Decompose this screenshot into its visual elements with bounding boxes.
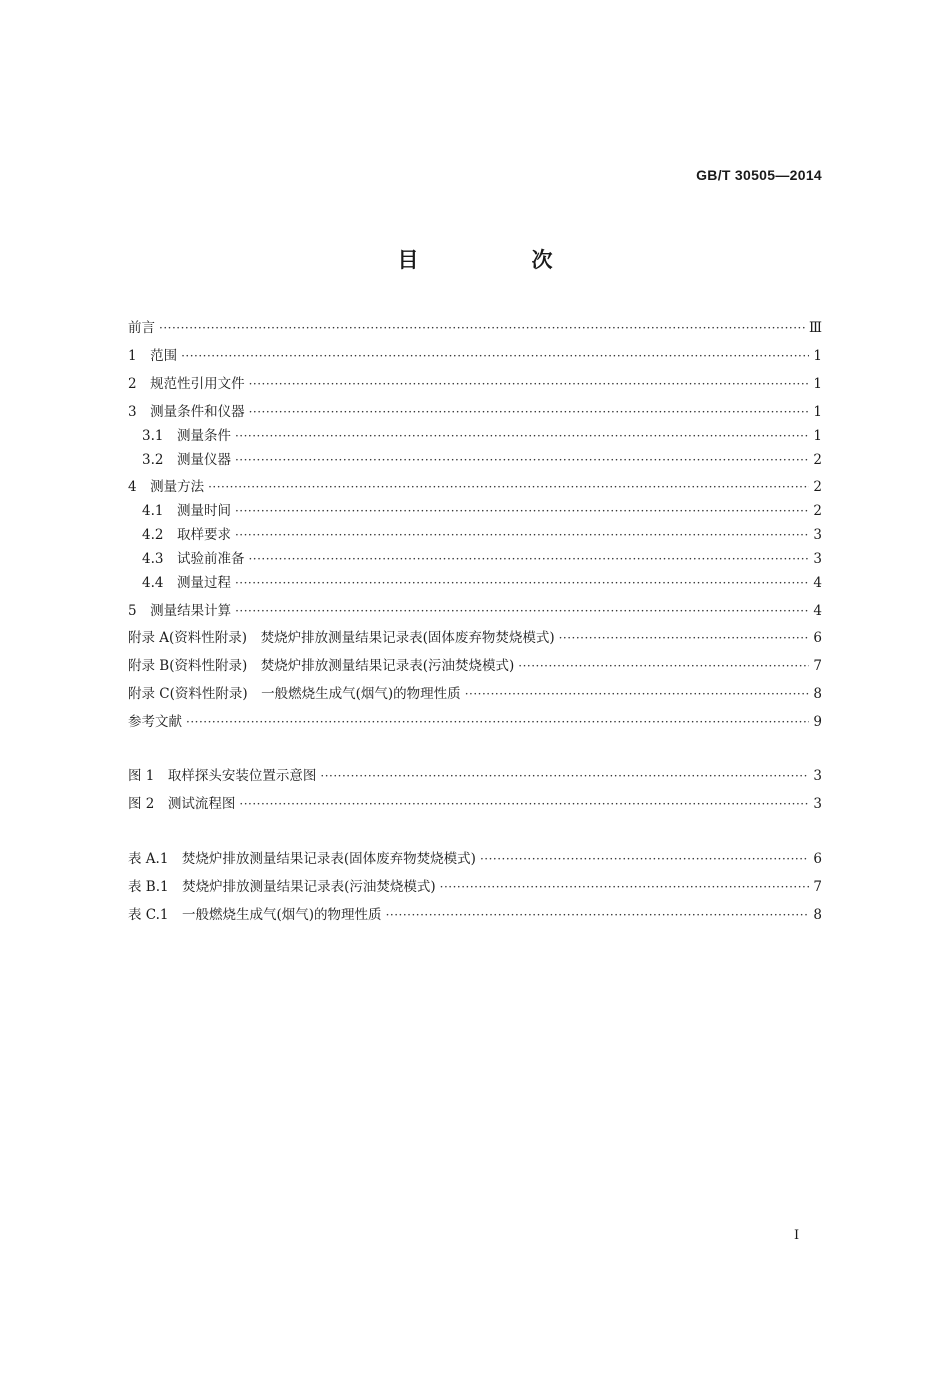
page-title: 目 次 [397,248,599,272]
toc-entry-3-1[interactable]: 3.1 测量条件 ····· 1 [128,426,822,446]
standard-code: GB/T 30505—2014 [696,167,822,183]
toc-entry-4-4[interactable]: 4.4 测量过程 ····· 4 [128,573,822,593]
table-entry-b1[interactable]: 表 B.1 焚烧炉排放测量结果记录表(污油焚烧模式) ····· 7 [128,877,822,897]
table-entry-c1[interactable]: 表 C.1 一般燃烧生成气(烟气)的物理性质 ····· 8 [128,905,822,925]
page-number: I [794,1228,800,1243]
toc-entry-3-2[interactable]: 3.2 测量仪器 ····· 2 [128,450,822,470]
toc-entry-annex-b[interactable]: 附录 B(资料性附录) 焚烧炉排放测量结果记录表(污油焚烧模式) ····· 7 [128,656,822,676]
toc-entry-annex-a[interactable]: 附录 A(资料性附录) 焚烧炉排放测量结果记录表(固体废弃物焚烧模式) ····· 6 [128,628,822,648]
figure-entry-2[interactable]: 图 2 测试流程图 ····· 3 [128,794,822,814]
toc-entry-4[interactable]: 4 测量方法 ····· 2 [128,477,822,497]
figure-entry-1[interactable]: 图 1 取样探头安装位置示意图 ····· 3 [128,766,822,786]
toc-entry-4-2[interactable]: 4.2 取样要求 ····· 3 [128,525,822,545]
toc-entry-2[interactable]: 2 规范性引用文件 ····· 1 [128,374,822,394]
table-entry-a1[interactable]: 表 A.1 焚烧炉排放测量结果记录表(固体废弃物焚烧模式) ····· 6 [128,849,822,869]
toc-entry-1[interactable]: 1 范围 ····· 1 [128,346,822,366]
toc-entry-annex-c[interactable]: 附录 C(资料性附录) 一般燃烧生成气(烟气)的物理性质 ····· 8 [128,684,822,704]
toc-entry-foreword[interactable]: 前言 ····· Ⅲ [128,318,822,338]
toc-entry-4-1[interactable]: 4.1 测量时间 ····· 2 [128,501,822,521]
toc-entry-3[interactable]: 3 测量条件和仪器 ····· 1 [128,402,822,422]
toc-entry-bibliography[interactable]: 参考文献 ····· 9 [128,712,822,732]
toc-entry-4-3[interactable]: 4.3 试验前准备 ····· 3 [128,549,822,569]
toc-entry-5[interactable]: 5 测量结果计算 ····· 4 [128,601,822,621]
